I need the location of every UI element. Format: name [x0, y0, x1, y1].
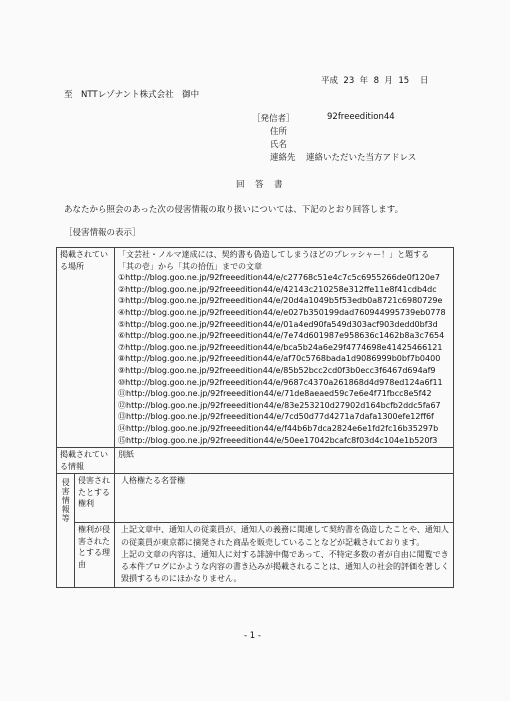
- location-label: 掲載されている場所: [57, 248, 115, 448]
- blog-url-10: ⑩http://blog.goo.ne.jp/92freeedition44/e/9687c4370a261868d4d978ed124a6f11: [118, 377, 443, 387]
- location-title-line: 「文芸社・ノルマ達成には、契約書も偽造してしまうほどのプレッシャー！」と題する: [118, 250, 430, 259]
- blog-url-1: ①http://blog.goo.ne.jp/92freeedition44/e/c27768c51e4c7c5c6955266de0f120e7: [118, 273, 440, 283]
- date-day: 15: [398, 76, 410, 86]
- intro-text: あなたから照会のあった次の侵害情報の取り扱いについては、下記のとおり回答します。: [64, 205, 404, 215]
- document-date: [321, 74, 428, 86]
- right-row: [57, 474, 454, 523]
- blog-url-7: ⑦http://blog.goo.ne.jp/92freeedition44/e/bca5b24a6e29f4774698e41425466121: [118, 342, 443, 352]
- document-title: 回 答 書: [236, 180, 284, 190]
- blog-url-9: ⑨http://blog.goo.ne.jp/92freeedition44/e/85b52bcc2cd0f3b0ecc3f6467d694af9: [118, 365, 436, 375]
- location-range-line: 「其の壱」から「其の拾伍」までの文章: [118, 261, 262, 271]
- info-row: [57, 448, 454, 474]
- right-value: 人格権たる名誉権: [115, 474, 454, 523]
- blog-url-6: ⑥http://blog.goo.ne.jp/92freeedition44/e/7e74d601987e958636c1462b8a3c7654: [118, 331, 445, 341]
- infringement-table: [56, 247, 454, 588]
- reason-row: [57, 523, 454, 587]
- date-month: 8: [373, 76, 379, 86]
- page-number: - 1 -: [244, 631, 261, 641]
- url-list: [118, 272, 450, 446]
- blog-url-8: ⑧http://blog.goo.ne.jp/92freeedition44/e/af70c5768bada1d9086999b0bf7b0400: [118, 354, 441, 364]
- date-month-unit: 月: [384, 76, 393, 86]
- blog-url-5: ⑤http://blog.goo.ne.jp/92freeedition44/e/01a4ed90fa549d303acf903dedd0bf3d: [118, 319, 438, 329]
- blog-url-2: ②http://blog.goo.ne.jp/92freeedition44/e/42143c210258e312ffe11e8f41cdb4dc: [118, 284, 437, 294]
- blog-url-3: ③http://blog.goo.ne.jp/92freeedition44/e/20d4a1049b5f53edb0a8721c6980729e: [118, 296, 443, 306]
- location-row: [57, 248, 454, 448]
- reason-paragraph-1: 上記文章中、通知人の従業員が、通知人の義務に関連して契約書を偽造したことや、通知人の従業員が東京都に摘発された商品を販売していることなどが記載されております。: [121, 525, 449, 547]
- blog-url-4: ④http://blog.goo.ne.jp/92freeedition44/e/e027b350199dad760944995739eb0778: [118, 307, 446, 317]
- infringement-label: 侵害情報等: [61, 478, 71, 524]
- date-year: 23: [343, 76, 355, 86]
- sender-header: ［発信者］: [252, 114, 295, 124]
- section-label: ［侵害情報の表示］: [64, 228, 141, 238]
- blog-url-12: ⑫http://blog.goo.ne.jp/92freeedition44/e/83e253210d27902d164bcfb2ddc5fa67: [118, 400, 441, 410]
- blog-url-15: ⑮http://blog.goo.ne.jp/92freeedition44/e/50ee17042bcafc8f03d4c104e1b520f3: [118, 435, 438, 445]
- sender-contact-value: 連絡いただいた当方アドレス: [306, 153, 417, 163]
- reason-cell: [115, 523, 454, 587]
- sender-name-label: 氏名: [270, 140, 288, 150]
- date-era: 平成: [321, 76, 339, 86]
- info-label: 掲載されている情報: [57, 448, 115, 474]
- date-day-unit: 日: [419, 76, 429, 86]
- reason-label: 権利が侵害されたとする理由: [75, 523, 115, 587]
- blog-url-13: ⑬http://blog.goo.ne.jp/92freeedition44/e/7cd50d77d4271a7dafa1300efe12ff6f: [118, 412, 434, 422]
- sender-id: 92freeedition44: [327, 112, 395, 122]
- date-year-unit: 年: [359, 76, 369, 86]
- info-value: 別紙: [115, 448, 454, 474]
- blog-url-14: ⑭http://blog.goo.ne.jp/92freeedition44/e/f44b6b7dca2824e6e1fd2fc16b35297b: [118, 423, 439, 433]
- sender-contact-label: 連絡先: [270, 153, 296, 163]
- right-label: 侵害されたとする権利: [75, 474, 115, 523]
- reason-paragraph-2: 上記の文章の内容は、通知人に対する誹謗中傷であって、不特定多数の者が自由に閲覧できる本件ブログにかような内容の書き込みが掲載されることは、通知人の社会的評価を著しく毀損するものにほかなりません。: [121, 549, 449, 584]
- infringement-label-cell: [57, 474, 75, 587]
- sender-address-label: 住所: [270, 127, 288, 137]
- recipient: 至 NTTレゾナント株式会社 御中: [64, 90, 200, 100]
- blog-url-11: ⑪http://blog.goo.ne.jp/92freeedition44/e/71de8aeaed59c7e6e4f71fbcc8e5f42: [118, 389, 432, 399]
- location-cell: [115, 248, 454, 448]
